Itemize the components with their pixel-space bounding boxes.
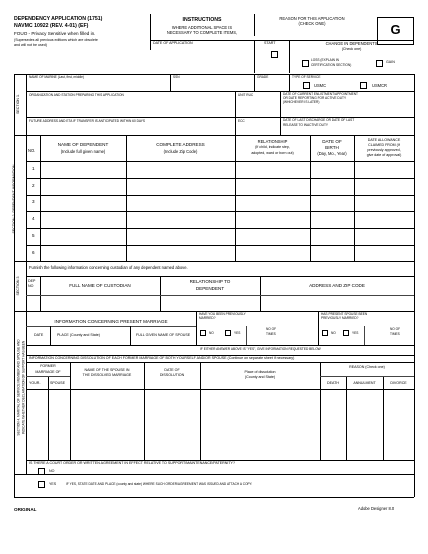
col-allowance-header-3: previously approved,: [367, 148, 401, 152]
form-title: DEPENDENCY APPLICATION (1751): [14, 16, 103, 22]
instructions-title: INSTRUCTIONS: [182, 17, 222, 23]
discharge-date-label-2: RELEASE TO INACTIVE DUTY: [283, 123, 329, 127]
grade-label: GRADE: [257, 75, 269, 79]
previously-married-times-label-2: TIMES: [266, 332, 276, 336]
previously-married-no-checkbox[interactable]: [200, 330, 206, 336]
spouse-previously-married-yes-label: YES: [352, 331, 359, 335]
dep-no-label-2: NO: [28, 284, 34, 288]
dissolved-spouse-header-1: NAME OF THE SPOUSE IN: [84, 368, 130, 372]
spouse-previously-married-no-label: NO: [331, 331, 336, 335]
start-checkbox[interactable]: [271, 51, 278, 58]
start-label: START: [264, 41, 276, 45]
dependent-row-number: 2: [32, 183, 35, 188]
unit-ruc-label: UNIT RUC: [238, 93, 254, 97]
check-one-label: (Check one): [341, 47, 362, 51]
former-marriage-header-1: FORMER: [40, 364, 56, 368]
former-marriage-yours-label: YOUR-: [29, 381, 41, 385]
col-relationship-sub-1: (If child, indicate step,: [255, 145, 290, 149]
dependent-row-number: 6: [32, 250, 35, 255]
org-station-label: ORGANIZATION AND STATION PREPARING THIS APPLICATION: [29, 93, 124, 97]
spouse-previously-married-no-checkbox[interactable]: [322, 330, 328, 336]
col-address-header: COMPLETE ADDRESS: [156, 142, 205, 147]
reason-subtitle: (CHECK ONE): [298, 21, 326, 26]
custodian-relationship-header-2: DEPENDENT: [195, 286, 225, 291]
date-of-application-label: DATE OF APPLICATION: [153, 41, 193, 45]
section-4-label-1: SECTION 4. MARITAL OF SERVICE MEMBER AND SPOUSE AND: [16, 339, 21, 436]
gain-checkbox[interactable]: [376, 60, 383, 67]
previously-married-label-1: HAVE YOU BEEN PREVIOUSLY: [199, 312, 246, 316]
spouse-name-label: FULL GIVEN NAME OF SPOUSE: [136, 333, 191, 337]
loss-explain-label: CERTIFICATION SECTION): [311, 63, 352, 67]
change-in-dependents-label: CHANGE IN DEPENDENTS: [325, 41, 378, 46]
software-label: Adobe Designer 8.0: [358, 506, 395, 511]
section-1-label: SECTION 1.: [16, 94, 20, 114]
gain-label: GAIN: [386, 60, 395, 64]
custodian-name-header: FULL NAME OF CUSTODIAN: [69, 283, 131, 288]
supersedes-note-line1: (Supersedes all previous editions which are obsolete: [14, 38, 98, 42]
col-relationship-sub-2: adopted, ward or born out): [251, 151, 294, 155]
custodian-intro: Furnish the following information concerning custodian of any dependent named above.: [29, 265, 188, 270]
previously-married-times-label-1: NO OF: [266, 327, 277, 331]
future-address-label: FUTURE ADDRESS AND ETA IF TRANSFER IS ANTICIPATED WITHIN 60 DAYS: [29, 119, 146, 123]
reason-divorce-label: DIVORCE: [390, 381, 407, 385]
dissolution-date-header-2: DISSOLUTION: [159, 373, 185, 377]
col-allowance-header-2: CLAIMED FROM (If: [368, 143, 400, 147]
dissolution-place-header-2: (County and State): [244, 375, 276, 379]
instructions-text-1: WHERE ADDITIONAL SPACE IS: [171, 25, 233, 30]
col-allowance-header-4: give date of approval): [366, 153, 402, 157]
dissolved-spouse-header-2: THE DISSOLVED MARRIAGE: [82, 373, 132, 377]
custodian-address-header: ADDRESS AND ZIP CODE: [309, 283, 365, 288]
court-order-yes-checkbox[interactable]: [38, 481, 45, 488]
court-order-yes-label: YES: [49, 482, 57, 486]
form-number: NAVMC 10922 (REV. 4-01) (EF): [14, 23, 89, 29]
type-of-service-label: TYPE OF SERVICE: [292, 75, 321, 79]
name-of-marine-label: NAME OF MARINE (Last, first, middle): [29, 75, 84, 79]
usmc-label: USMC: [314, 83, 327, 88]
enlistment-date-label-2: OR DATE REPORTING FOR ACTIVE DUTY: [283, 96, 347, 100]
court-order-question: IS THERE A COURT ORDER OR WRITTEN AGREEMENT IN EFFECT RELATIVE TO SUPPORT/MAINTENANCE/PATERNITY?: [29, 461, 235, 465]
section-4-label-2: INDICATE WHETHER DECLARATION OF SUPPORT HAS BEEN: [21, 340, 26, 435]
usmc-checkbox[interactable]: [303, 82, 310, 89]
spouse-previously-married-times-label-2: TIMES: [390, 332, 400, 336]
copy-label: ORIGINAL: [14, 507, 37, 512]
form-letter: G: [390, 22, 401, 37]
col-dob-header-3: (Day, Mo., Year): [317, 151, 347, 156]
spouse-previously-married-times-label-1: NO OF: [390, 327, 401, 331]
enlistment-date-label-1: DATE OF CURRENT ENLISTMENT/APPOINTMENT: [283, 92, 358, 96]
court-order-no-checkbox[interactable]: [38, 468, 45, 475]
dep-no-label-1: DEP: [28, 279, 36, 283]
col-dob-header-2: BIRTH: [325, 145, 339, 150]
spouse-previously-married-yes-checkbox[interactable]: [343, 330, 349, 336]
col-no-header: NO.: [28, 148, 36, 153]
reason-title: REASON FOR THIS APPLICATION: [279, 16, 345, 21]
marriage-date-label: DATE: [34, 333, 44, 337]
reason-annulment-label: ANNULMENT: [353, 381, 376, 385]
section-3-label: SECTION 3: [16, 276, 20, 296]
if-yes-note: IF EITHER ANSWER ABOVE IS "YES", GIVE INFORMATION REQUESTED BELOW: [200, 347, 321, 351]
previously-married-label-2: MARRIED?: [199, 316, 216, 320]
dependent-row-number: 1: [32, 166, 35, 171]
court-order-no-label: NO: [49, 469, 55, 473]
col-dob-header-1: DATE OF: [322, 139, 342, 144]
col-name-subheader: (Include full given name): [60, 149, 106, 154]
section-2-label: SECTION 2. DEPENDENT INFORMATION: [12, 164, 16, 234]
spouse-previously-married-label-1: HAS PRESENT SPOUSE BEEN: [321, 312, 368, 316]
loss-checkbox[interactable]: [302, 60, 309, 67]
ecc-label: ECC: [238, 119, 245, 123]
privacy-notice: FOUO - Privacy Sensitive when filled in.: [14, 31, 96, 36]
previously-married-no-label: NO: [209, 331, 214, 335]
dependent-row-number: 4: [32, 216, 35, 221]
col-name-header: NAME OF DEPENDENT: [57, 142, 109, 147]
col-address-subheader: (Include Zip Code): [163, 149, 198, 154]
court-order-yes-note: IF YES, STATE DATE AND PLACE (county and state) WHERE SUCH ORDER/AGREEMENT WAS ISSUED AND ATTACH A COPY.: [66, 482, 253, 486]
loss-label: LOSS (EXPLAIN IN: [311, 58, 339, 62]
custodian-relationship-header-1: RELATIONSHIP TO: [189, 279, 231, 284]
spouse-previously-married-label-2: PREVIOUSLY MARRIED?: [321, 316, 359, 320]
col-allowance-header-1: DATE ALLOWANCE: [367, 138, 401, 142]
previously-married-yes-label: YES: [234, 331, 241, 335]
discharge-date-label-1: DATE OF LAST DISCHARGE OR DATE OF LAST: [283, 118, 355, 122]
present-marriage-header: INFORMATION CONCERNING PRESENT MARRIAGE: [54, 319, 168, 324]
dissolution-place-header-1: Place of dissolution: [244, 370, 276, 374]
usmcr-label: USMCR: [372, 83, 388, 88]
supersedes-note-line2: and will not be used): [14, 43, 47, 47]
dissolution-reason-header: REASON (Check one): [349, 365, 385, 369]
enlistment-date-label-3: (WHICHEVER IS LATER): [283, 100, 320, 104]
former-marriage-spouse-label: SPOUSE: [50, 381, 65, 385]
dissolution-header: INFORMATION CONCERNING DISSOLUTION OF EACH FORMER MARRIAGE OF BOTH YOURSELF AND/OR SPOUSE (Continue on separate sheet if necessary): [29, 356, 295, 360]
previously-married-yes-checkbox[interactable]: [225, 330, 231, 336]
col-relationship-header: RELATIONSHIP: [257, 139, 288, 144]
dissolution-date-header-1: DATE OF: [164, 368, 180, 372]
dependent-row-number: 5: [32, 233, 35, 238]
dependent-row-number: 3: [32, 199, 35, 204]
former-marriage-header-2: MARRIAGE OF: [35, 370, 61, 374]
instructions-text-2: NECESSARY TO COMPLETE ITEMS,: [166, 30, 238, 35]
marriage-place-label: PLACE (County and State): [57, 333, 100, 337]
usmcr-checkbox[interactable]: [360, 82, 367, 89]
ssn-label: SSN: [173, 75, 180, 79]
reason-death-label: DEATH: [327, 381, 339, 385]
